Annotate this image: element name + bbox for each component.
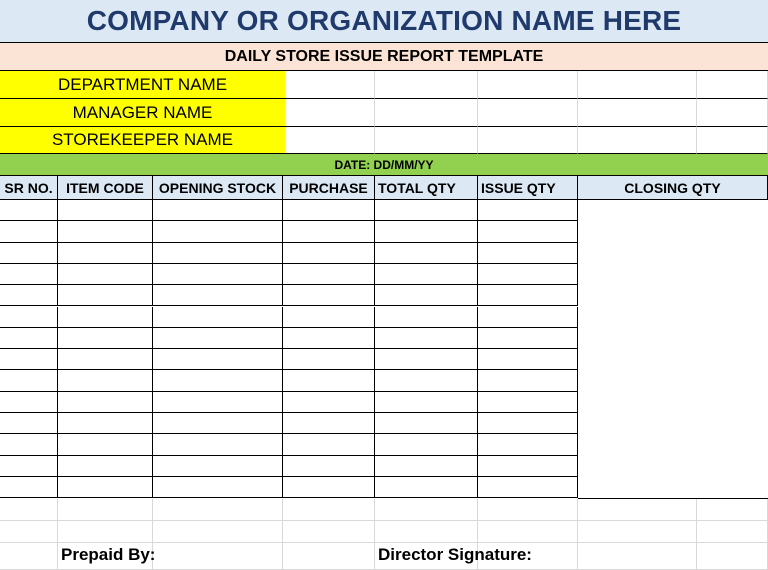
table-cell[interactable] — [283, 264, 375, 285]
table-cell[interactable] — [478, 264, 578, 285]
table-cell[interactable] — [0, 456, 58, 477]
table-cell[interactable] — [478, 392, 578, 413]
table-cell[interactable] — [375, 392, 478, 413]
info-input-cell[interactable] — [375, 127, 478, 154]
table-cell[interactable] — [58, 285, 153, 306]
table-cell[interactable] — [283, 200, 375, 221]
info-input-cell[interactable] — [578, 99, 697, 127]
table-cell[interactable] — [153, 392, 283, 413]
table-cell[interactable] — [478, 328, 578, 349]
table-cell[interactable] — [0, 349, 58, 370]
sheet-cell[interactable] — [578, 543, 697, 570]
director-signature-label: Director Signature: — [378, 545, 532, 564]
table-cell[interactable] — [58, 221, 153, 242]
sheet-cell[interactable] — [283, 521, 375, 543]
table-cell[interactable] — [375, 477, 478, 498]
date-field[interactable]: DATE: DD/MM/YY — [0, 154, 768, 176]
table-cell[interactable] — [58, 413, 153, 434]
table-cell[interactable] — [478, 413, 578, 434]
table-cell[interactable] — [283, 285, 375, 306]
table-cell[interactable] — [283, 456, 375, 477]
table-cell[interactable] — [0, 477, 58, 498]
table-cell[interactable] — [58, 264, 153, 285]
info-input-cell[interactable] — [578, 71, 697, 99]
table-cell[interactable] — [375, 307, 478, 328]
info-input-cell[interactable] — [285, 99, 375, 127]
sheet-cell[interactable] — [697, 543, 768, 570]
table-cell[interactable] — [283, 328, 375, 349]
table-cell[interactable] — [283, 243, 375, 264]
storekeeper-name-label[interactable]: STOREKEEPER NAME — [0, 127, 285, 154]
table-cell[interactable] — [58, 370, 153, 391]
sheet-cell[interactable] — [578, 521, 697, 543]
info-input-cell[interactable] — [285, 127, 375, 154]
table-cell[interactable] — [478, 200, 578, 221]
sheet-cell[interactable] — [58, 521, 153, 543]
sheet-cell[interactable] — [0, 521, 58, 543]
table-cell[interactable] — [478, 456, 578, 477]
table-cell[interactable] — [375, 456, 478, 477]
table-cell[interactable] — [58, 434, 153, 455]
table-cell[interactable] — [0, 285, 58, 306]
table-cell[interactable] — [478, 370, 578, 391]
table-cell[interactable] — [58, 456, 153, 477]
table-cell[interactable] — [375, 413, 478, 434]
table-cell[interactable] — [153, 456, 283, 477]
info-input-cell[interactable] — [375, 71, 478, 99]
info-input-cell[interactable] — [478, 71, 578, 99]
sheet-cell[interactable] — [697, 521, 768, 543]
table-cell[interactable] — [283, 434, 375, 455]
table-cell[interactable] — [0, 200, 58, 221]
info-input-cell[interactable] — [285, 71, 375, 99]
table-cell[interactable] — [375, 243, 478, 264]
table-cell[interactable] — [153, 307, 283, 328]
table-cell[interactable] — [283, 392, 375, 413]
sheet-cell[interactable] — [58, 499, 153, 521]
table-cell[interactable] — [0, 370, 58, 391]
info-input-cell[interactable] — [478, 127, 578, 154]
info-input-cell[interactable] — [697, 99, 768, 127]
prepaid-by-label: Prepaid By: — [61, 545, 156, 564]
table-cell[interactable] — [375, 434, 478, 455]
sheet-cell[interactable] — [153, 543, 283, 570]
table-cell[interactable] — [153, 328, 283, 349]
manager-name-label[interactable]: MANAGER NAME — [0, 99, 285, 127]
table-cell[interactable] — [153, 413, 283, 434]
table-cell[interactable] — [0, 307, 58, 328]
sheet-cell[interactable] — [0, 543, 58, 570]
header-issue-qty[interactable]: ISSUE QTY — [478, 176, 578, 200]
table-cell[interactable] — [283, 477, 375, 498]
table-cell[interactable] — [478, 243, 578, 264]
sheet-cell[interactable] — [153, 499, 283, 521]
header-item-code[interactable]: ITEM CODE — [58, 176, 153, 200]
info-input-cell[interactable] — [478, 99, 578, 127]
table-cell[interactable] — [153, 264, 283, 285]
department-name-label[interactable]: DEPARTMENT NAME — [0, 71, 285, 99]
table-cell[interactable] — [153, 221, 283, 242]
table-cell[interactable] — [153, 349, 283, 370]
header-opening-stock[interactable]: OPENING STOCK — [153, 176, 283, 200]
table-cell[interactable] — [0, 243, 58, 264]
table-cell[interactable] — [58, 200, 153, 221]
sheet-cell[interactable] — [375, 521, 478, 543]
table-cell[interactable] — [375, 370, 478, 391]
table-cell[interactable] — [58, 477, 153, 498]
header-closing-qty[interactable]: CLOSING QTY — [578, 176, 768, 200]
sheet-cell[interactable] — [0, 499, 58, 521]
table-cell[interactable] — [58, 307, 153, 328]
table-cell[interactable] — [0, 328, 58, 349]
sheet-cell[interactable] — [697, 499, 768, 521]
sheet-cell[interactable] — [375, 499, 478, 521]
table-cell[interactable] — [283, 221, 375, 242]
table-cell[interactable] — [375, 200, 478, 221]
table-cell[interactable] — [153, 200, 283, 221]
table-cell[interactable] — [478, 477, 578, 498]
table-cell[interactable] — [58, 243, 153, 264]
company-title[interactable]: COMPANY OR ORGANIZATION NAME HERE — [0, 0, 768, 43]
table-cell[interactable] — [375, 264, 478, 285]
table-cell[interactable] — [478, 285, 578, 306]
info-input-cell[interactable] — [375, 99, 478, 127]
sheet-cell[interactable] — [578, 499, 697, 521]
table-cell[interactable] — [0, 434, 58, 455]
info-input-cell[interactable] — [578, 127, 697, 154]
info-input-cell[interactable] — [697, 71, 768, 99]
header-purchase[interactable]: PURCHASE — [283, 176, 375, 200]
table-cell[interactable] — [153, 370, 283, 391]
sheet-cell[interactable] — [478, 499, 578, 521]
table-cell[interactable] — [283, 413, 375, 434]
table-cell[interactable] — [153, 477, 283, 498]
table-cell[interactable] — [375, 349, 478, 370]
table-cell[interactable] — [0, 221, 58, 242]
table-cell[interactable] — [58, 328, 153, 349]
table-cell[interactable] — [58, 392, 153, 413]
table-cell[interactable] — [375, 285, 478, 306]
table-cell[interactable] — [0, 264, 58, 285]
header-sr-no[interactable]: SR NO. — [0, 176, 58, 200]
table-cell[interactable] — [283, 307, 375, 328]
sheet-cell[interactable] — [478, 521, 578, 543]
table-cell[interactable] — [478, 349, 578, 370]
table-cell[interactable] — [153, 243, 283, 264]
table-cell[interactable] — [375, 328, 478, 349]
sheet-cell[interactable] — [283, 499, 375, 521]
table-cell[interactable] — [478, 434, 578, 455]
report-subtitle[interactable]: DAILY STORE ISSUE REPORT TEMPLATE — [0, 43, 768, 71]
table-cell[interactable] — [58, 349, 153, 370]
header-total-qty[interactable]: TOTAL QTY — [375, 176, 478, 200]
table-cell[interactable] — [0, 392, 58, 413]
table-cell[interactable] — [283, 349, 375, 370]
table-cell[interactable] — [153, 285, 283, 306]
table-cell[interactable] — [478, 221, 578, 242]
table-cell[interactable] — [478, 307, 578, 328]
table-cell[interactable] — [375, 221, 478, 242]
table-cell[interactable] — [153, 434, 283, 455]
table-cell[interactable] — [0, 413, 58, 434]
sheet-cell[interactable] — [153, 521, 283, 543]
sheet-cell[interactable] — [283, 543, 375, 570]
closing-qty-cell[interactable] — [578, 200, 768, 499]
info-input-cell[interactable] — [697, 127, 768, 154]
table-cell[interactable] — [283, 370, 375, 391]
